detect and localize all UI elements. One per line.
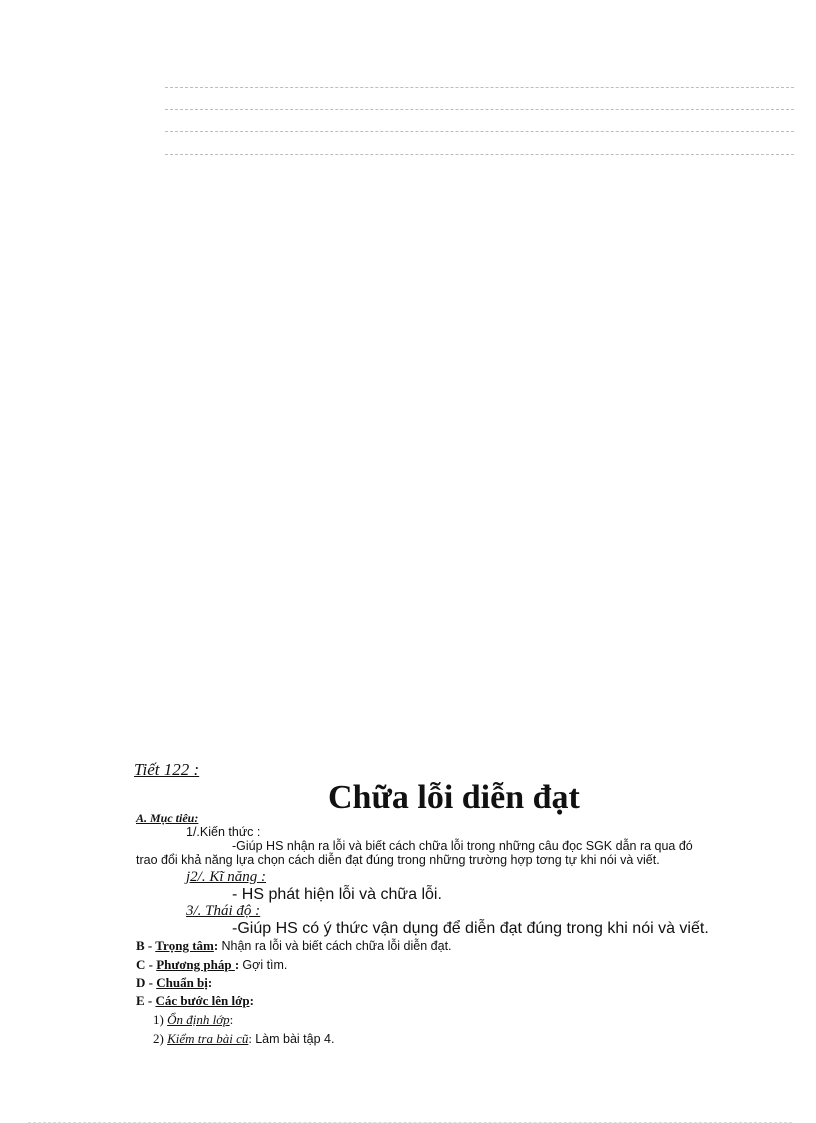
section-key: Phương pháp (156, 957, 235, 972)
objectives-heading: A. Mục tiêu: (136, 811, 199, 825)
step-key: Ổn định lớp (167, 1012, 230, 1027)
step-number: 2) (153, 1031, 168, 1046)
step-sep: : (248, 1031, 256, 1046)
step-homework-check (153, 1031, 334, 1047)
header-rule-2 (165, 109, 794, 110)
section-prefix: D - (136, 975, 157, 990)
header-rule-4 (165, 154, 794, 155)
knowledge-text-line-2: trao đổi khả năng lựa chọn cách diễn đạt đúng trong những trường hợp tơng tự khi nói và viết. (136, 853, 660, 867)
step-number: 1) (153, 1012, 168, 1027)
section-steps (136, 993, 254, 1009)
lesson-title: Chữa lỗi diễn đạt (328, 779, 580, 816)
knowledge-text-line-1: -Giúp HS nhận ra lỗi và biết cách chữa lỗi trong những câu đọc SGK dẫn ra qua đó (232, 839, 693, 853)
step-key: Kiểm tra bài cũ (167, 1031, 249, 1046)
skills-text: - HS phát hiện lỗi và chữa lỗi. (232, 886, 442, 903)
section-method (136, 957, 287, 973)
section-value: Nhận ra lỗi và biết cách chữa lỗi diễn đạt. (221, 939, 452, 953)
knowledge-label: 1/.Kiến thức : (186, 825, 261, 839)
step-class-stabilization (153, 1012, 233, 1028)
section-prefix: E - (136, 993, 156, 1008)
section-sep: : (213, 938, 222, 953)
header-rule-1 (165, 87, 794, 88)
section-sep: : (207, 975, 213, 990)
section-value: Gợi tìm. (242, 958, 288, 972)
skills-label: j2/. Kĩ năng : (186, 869, 267, 885)
section-key: Trọng tâm (155, 938, 214, 953)
step-value: Làm bài tập 4. (255, 1032, 335, 1046)
lesson-period: Tiết 122 : (134, 760, 200, 779)
section-prefix: C - (136, 957, 157, 972)
section-preparation (136, 975, 212, 991)
section-focus (136, 938, 452, 954)
section-prefix: B - (136, 938, 156, 953)
attitude-label: 3/. Thái độ : (186, 903, 261, 919)
header-rule-3 (165, 131, 794, 132)
section-sep: : (249, 993, 254, 1008)
section-key: Chuẩn bị (156, 975, 208, 990)
step-sep: : (229, 1012, 234, 1027)
section-key: Các bước lên lớp (155, 993, 250, 1008)
attitude-text: -Giúp HS có ý thức vận dụng để diễn đạt đúng trong khi nói và viết. (232, 920, 709, 937)
section-sep: : (234, 957, 243, 972)
